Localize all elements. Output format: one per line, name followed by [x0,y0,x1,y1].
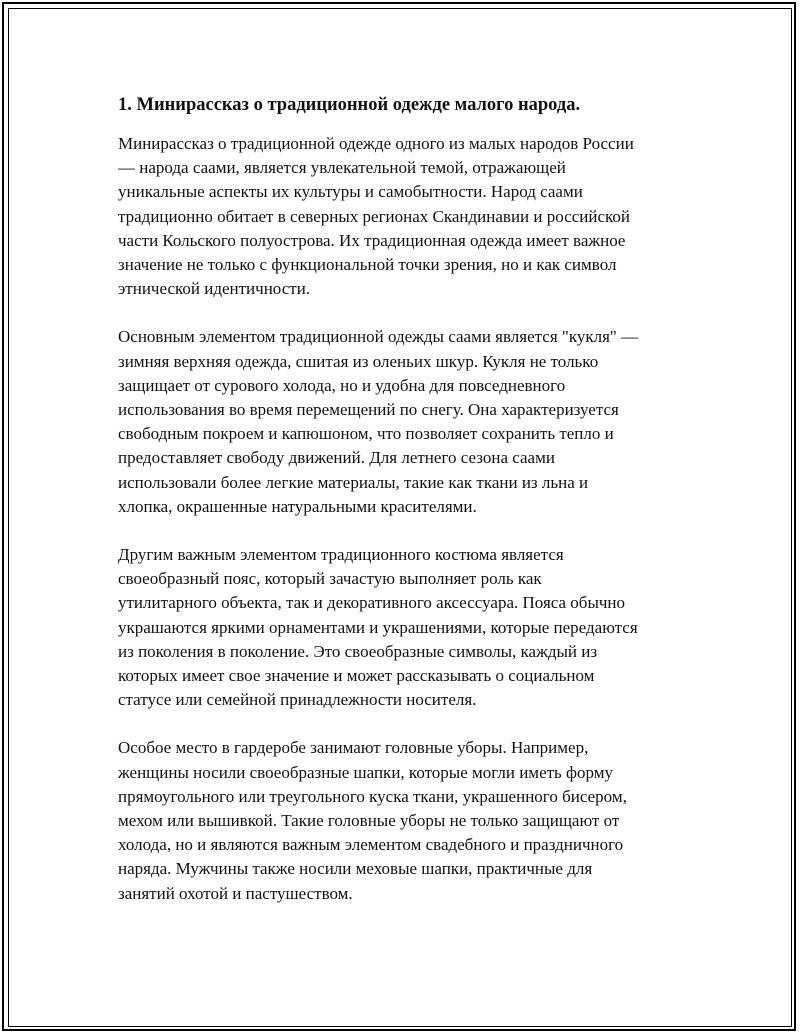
paragraph-line: холода, но и являются важным элементом свадебного и праздничного [118,835,624,855]
paragraph-3 [118,543,690,712]
paragraph-line: мехом или вышивкой. Такие головные уборы не только защищают от [118,811,620,831]
paragraph-line: хлопка, окрашенные натуральными красителями. [118,496,477,516]
paragraph-line: использования во время перемещений по снегу. Она характеризуется [118,400,619,420]
paragraph-line: этнической идентичности. [118,279,311,299]
paragraph-line: наряда. Мужчины также носили меховые шапки, практичные для [118,859,593,879]
paragraph-line: утилитарного объекта, так и декоративного аксессуара. Пояса обычно [118,593,626,613]
paragraph-4 [118,736,690,905]
paragraph-line: значение не только с функциональной точки зрения, но и как символ [118,255,617,275]
paragraph-line: своеобразный пояс, который зачастую выполняет роль как [118,569,542,589]
paragraph-line: — народа саами, является увлекательной темой, отражающей [118,158,566,178]
paragraph-line: прямоугольного или треугольного куска ткани, украшенного бисером, [118,786,627,806]
paragraph-line: защищает от сурового холода, но и удобна для повседневного [118,375,566,395]
paragraph-line: уникальные аспекты их культуры и самобытности. Народ саами [118,182,583,202]
paragraph-line: украшаются яркими орнаментами и украшениями, которые передаются [118,617,638,637]
paragraph-line: традиционно обитает в северных регионах Скандинавии и российской [118,206,630,226]
paragraph-line: женщины носили своеобразные шапки, которые могли иметь форму [118,762,614,782]
document-heading: 1. Минирассказ о традиционной одежде малого народа. [118,95,581,115]
paragraph-line: Основным элементом традиционной одежды саами является "кукля" — [118,327,639,347]
paragraph-1 [118,132,690,301]
paragraph-line: занятий охотой и пастушеством. [118,883,353,903]
paragraph-line: из поколения в поколение. Это своеобразные символы, каждый из [118,641,598,661]
paragraph-line: использовали более легкие материалы, такие как ткани из льна и [118,472,589,492]
paragraph-line: зимняя верхняя одежда, сшитая из оленьих шкур. Кукля не только [118,351,599,371]
document-body [118,92,690,930]
paragraph-line: свободным покроем и капюшоном, что позволяет сохранить тепло и [118,424,614,444]
paragraph-line: Другим важным элементом традиционного костюма является [118,545,564,565]
paragraph-line: которых имеет свое значение и может рассказывать о социальном [118,666,595,686]
paragraph-line: статусе или семейной принадлежности носителя. [118,690,477,710]
paragraph-line: Минирассказ о традиционной одежде одного из малых народов России [118,134,634,153]
paragraph-2 [118,325,690,519]
paragraph-line: Особое место в гардеробе занимают головные уборы. Например, [118,738,589,758]
paragraph-line: части Кольского полуострова. Их традиционная одежда имеет важное [118,230,626,250]
paragraph-line: предоставляет свободу движений. Для летнего сезона саами [118,448,555,468]
